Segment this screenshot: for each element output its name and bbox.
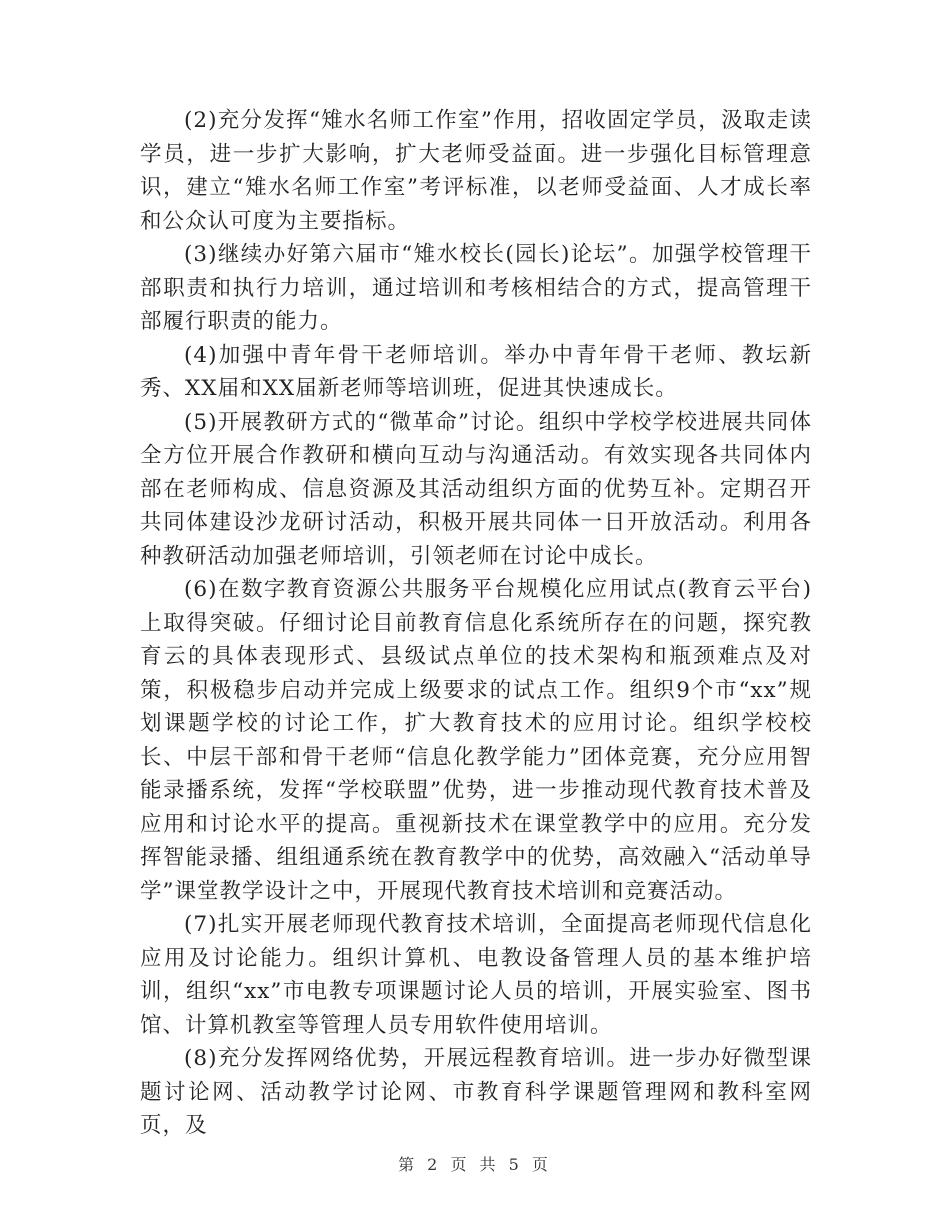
- paragraph-2: (2)充分发挥“雉水名师工作室”作用，招收固定学员，汲取走读学员，进一步扩大影响，扩大老师受益面。进一步强化目标管理意识，建立“雉水名师工作室”考评标准，以老师受益面、人才成长率和公众认可度为主要指标。: [140, 108, 812, 234]
- paragraph-6: (6)在数字教育资源公共服务平台规模化应用试点(教育云平台)上取得突破。仔细讨论目前教育信息化系统所存在的问题，探究教育云的具体表现形式、县级试点单位的技术架构和瓶颈难点及对策，积极稳步启动并完成上级要求的试点工作。组织9个市“xx”规划课题学校的讨论工作，扩大教育技术的应用讨论。组织学校校长、中层干部和骨干老师“信息化教学能力”团体竞赛，充分应用智能录播系统，发挥“学校联盟”优势，进一步推动现代教育技术普及应用和讨论水平的提高。重视新技术在课堂教学中的应用。充分发挥智能录播、组组通系统在教育教学中的优势，高效融入“活动单导学”课堂教学设计之中，开展现代教育技术培训和竞赛活动。: [140, 577, 812, 904]
- paragraph-4: (4)加强中青年骨干老师培训。举办中青年骨干老师、教坛新秀、XX届和XX届新老师等培训班，促进其快速成长。: [140, 342, 812, 401]
- document-body: [140, 104, 812, 1143]
- page-footer: 第 2 页 共 5 页: [398, 1155, 552, 1174]
- paragraph-8: (8)充分发挥网络优势，开展远程教育培训。进一步办好微型课题讨论网、活动教学讨论网、市教育科学课题管理网和教科室网页，及: [140, 1046, 812, 1138]
- paragraph-5: (5)开展教研方式的“微革命”讨论。组织中学校学校进展共同体全方位开展合作教研和横向互动与沟通活动。有效实现各共同体内部在老师构成、信息资源及其活动组织方面的优势互补。定期召开共同体建设沙龙研讨活动，积极开展共同体一日开放活动。利用各种教研活动加强老师培训，引领老师在讨论中成长。: [140, 409, 812, 569]
- paragraph-3: (3)继续办好第六届市“雉水校长(园长)论坛”。加强学校管理干部职责和执行力培训，通过培训和考核相结合的方式，提高管理干部履行职责的能力。: [140, 242, 812, 334]
- paragraph-7: (7)扎实开展老师现代教育技术培训，全面提高老师现代信息化应用及讨论能力。组织计算机、电教设备管理人员的基本维护培训，组织“xx”市电教专项课题讨论人员的培训，开展实验室、图书馆、计算机教室等管理人员专用软件使用培训。: [140, 912, 812, 1038]
